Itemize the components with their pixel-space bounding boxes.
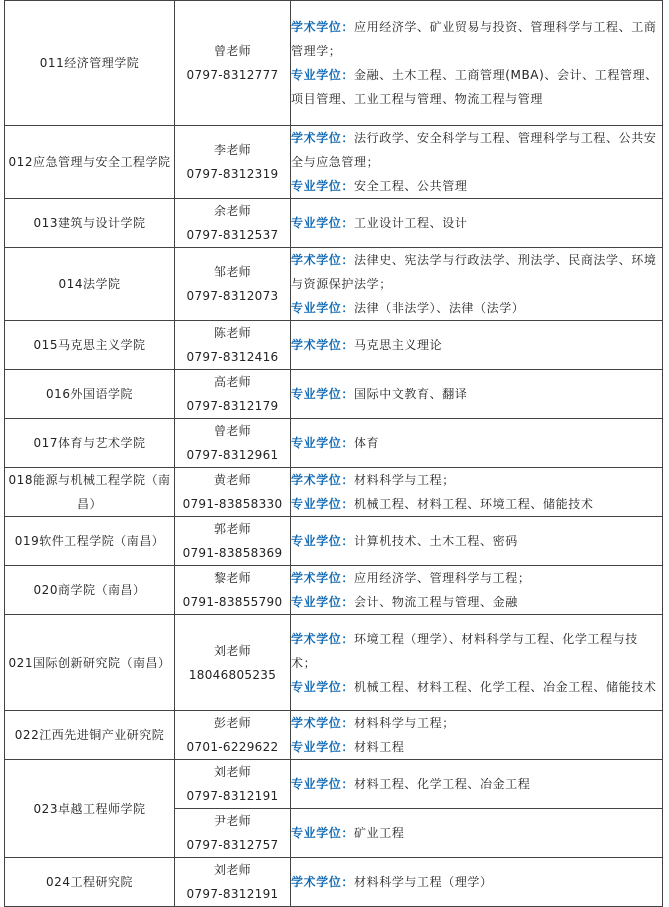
contact-name: 刘老师 (214, 863, 251, 877)
college-cell: 024工程研究院 (5, 858, 175, 907)
academic-degree-line (291, 333, 662, 357)
professional-degree-programs: 材料工程、化学工程、冶金工程 (354, 777, 531, 791)
professional-degree-programs: 工业设计工程、设计 (354, 216, 468, 230)
table-row (5, 566, 663, 615)
contact-phone: 0797-8312191 (186, 887, 279, 901)
professional-degree-label: 专业学位： (291, 179, 355, 193)
professional-degree-programs: 机械工程、材料工程、化学工程、冶金工程、储能技术 (354, 679, 657, 694)
academic-degree-label: 学术学位： (291, 20, 355, 34)
degrees-cell (291, 517, 663, 566)
professional-degree-programs: 机械工程、材料工程、环境工程、储能技术 (354, 497, 594, 511)
degrees-cell (291, 566, 663, 615)
academic-degree-label: 学术学位： (291, 253, 355, 267)
contact-name: 曾老师 (214, 44, 251, 58)
professional-degree-programs: 矿业工程 (354, 826, 405, 840)
table-row (5, 858, 663, 907)
professional-degree-programs: 会计、物流工程与管理、金融 (354, 595, 518, 609)
degrees-cell (291, 419, 663, 468)
professional-degree-label: 专业学位： (291, 68, 355, 82)
academic-degree-label: 学术学位： (291, 131, 355, 145)
professional-degree-label: 专业学位： (291, 534, 355, 548)
contact-cell (175, 615, 291, 711)
contact-phone: 0797-8312179 (186, 399, 279, 413)
professional-degree-label: 专业学位： (291, 436, 355, 450)
academic-degree-label: 学术学位： (291, 631, 355, 646)
degrees-cell (291, 126, 663, 199)
contact-name: 彭老师 (214, 716, 251, 730)
contact-name: 曾老师 (214, 424, 251, 438)
academic-degree-programs: 应用经济学、矿业贸易与投资、管理科学与工程、工商管理学； (291, 20, 657, 58)
college-cell: 014法学院 (5, 248, 175, 321)
professional-degree-line (291, 735, 662, 759)
contact-phone: 0797-8312777 (186, 68, 279, 82)
contact-name: 邹老师 (214, 265, 251, 279)
table-row (5, 517, 663, 566)
table-row (5, 468, 663, 517)
table-row (5, 248, 663, 321)
professional-degree-line (291, 382, 662, 406)
table-row (5, 711, 663, 760)
contact-name: 黄老师 (214, 473, 251, 487)
college-cell: 015马克思主义学院 (5, 321, 175, 370)
academic-degree-line (291, 468, 662, 492)
table-row (5, 370, 663, 419)
contact-cell (175, 126, 291, 199)
academic-degree-line (291, 711, 662, 735)
degrees-cell (291, 1, 663, 126)
college-cell: 011经济管理学院 (5, 1, 175, 126)
contact-phone: 0791-83855790 (182, 595, 283, 609)
professional-degree-label: 专业学位： (291, 777, 355, 791)
college-cell: 021国际创新研究院（南昌） (5, 615, 175, 711)
academic-degree-label: 学术学位： (291, 875, 355, 889)
college-cell: 016外国语学院 (5, 370, 175, 419)
academic-degree-programs: 材料科学与工程； (354, 716, 455, 730)
degrees-cell (291, 711, 663, 760)
professional-degree-label: 专业学位： (291, 595, 355, 609)
college-cell: 018能源与机械工程学院（南昌） (5, 468, 175, 517)
academic-degree-programs: 应用经济学、管理科学与工程； (354, 571, 531, 585)
professional-degree-programs: 金融、土木工程、工商管理(MBA)、会计、工程管理、项目管理、工业工程与管理、物流工程与管理 (291, 68, 658, 106)
degrees-cell (291, 858, 663, 907)
professional-degree-label: 专业学位： (291, 216, 355, 230)
contact-name: 高老师 (214, 375, 251, 389)
professional-degree-programs: 计算机技术、土木工程、密码 (354, 534, 518, 548)
academic-degree-label: 学术学位： (291, 338, 355, 352)
contact-phone: 0797-8312191 (186, 789, 279, 803)
professional-degree-line (291, 772, 662, 796)
professional-degree-label: 专业学位： (291, 497, 355, 511)
contact-cell (175, 1, 291, 126)
contact-name: 李老师 (214, 143, 251, 157)
table-row (5, 321, 663, 370)
degrees-cell (291, 370, 663, 419)
professional-degree-programs: 国际中文教育、翻译 (354, 387, 468, 401)
professional-degree-line (291, 174, 662, 198)
table-row (5, 419, 663, 468)
college-cell: 017体育与艺术学院 (5, 419, 175, 468)
contact-phone: 18046805235 (188, 667, 277, 682)
contact-phone: 0797-8312537 (186, 228, 279, 242)
table-row (5, 199, 663, 248)
table-body (5, 1, 663, 907)
academic-degree-line (291, 126, 662, 174)
contact-cell (175, 248, 291, 321)
contact-cell (175, 760, 291, 809)
academic-degree-programs: 法律史、宪法学与行政法学、刑法学、民商法学、环境与资源保护法学； (291, 253, 657, 291)
program-contact-table (4, 0, 663, 907)
academic-degree-programs: 马克思主义理论 (354, 338, 443, 352)
college-cell: 019软件工程学院（南昌） (5, 517, 175, 566)
contact-name: 余老师 (214, 204, 251, 218)
contact-cell (175, 321, 291, 370)
professional-degree-label: 专业学位： (291, 740, 355, 754)
college-cell: 020商学院（南昌） (5, 566, 175, 615)
contact-cell (175, 809, 291, 858)
degrees-cell (291, 468, 663, 517)
contact-cell (175, 566, 291, 615)
professional-degree-programs: 材料工程 (354, 740, 405, 754)
contact-phone: 0791-83858330 (182, 497, 283, 511)
contact-phone: 0701-6229622 (186, 740, 279, 754)
academic-degree-line (291, 15, 662, 63)
professional-degree-line (291, 675, 662, 699)
academic-degree-label: 学术学位： (291, 571, 355, 585)
contact-cell (175, 468, 291, 517)
contact-name: 刘老师 (214, 643, 251, 658)
college-cell: 013建筑与设计学院 (5, 199, 175, 248)
contact-cell (175, 711, 291, 760)
table-row (5, 1, 663, 126)
degrees-cell (291, 809, 663, 858)
college-cell: 022江西先进铜产业研究院 (5, 711, 175, 760)
professional-degree-line (291, 492, 662, 516)
contact-name: 刘老师 (214, 765, 251, 779)
table-row (5, 615, 663, 711)
contact-name: 黎老师 (214, 571, 251, 585)
professional-degree-label: 专业学位： (291, 387, 355, 401)
degrees-cell (291, 615, 663, 711)
contact-cell (175, 517, 291, 566)
contact-name: 陈老师 (214, 326, 251, 340)
professional-degree-line (291, 590, 662, 614)
professional-degree-programs: 安全工程、公共管理 (354, 179, 468, 193)
contact-cell (175, 858, 291, 907)
contact-cell (175, 199, 291, 248)
college-cell: 012应急管理与安全工程学院 (5, 126, 175, 199)
academic-degree-programs: 材料科学与工程； (354, 473, 455, 487)
academic-degree-line (291, 566, 662, 590)
degrees-cell (291, 199, 663, 248)
table-row (5, 126, 663, 199)
professional-degree-line (291, 821, 662, 845)
academic-degree-programs: 环境工程（理学）、材料科学与工程、化学工程与技术； (291, 631, 638, 670)
professional-degree-label: 专业学位： (291, 301, 355, 315)
contact-phone: 0797-8312757 (186, 838, 279, 852)
contact-cell (175, 370, 291, 419)
professional-degree-line (291, 529, 662, 553)
academic-degree-programs: 材料科学与工程（理学） (354, 875, 493, 889)
degrees-cell (291, 760, 663, 809)
professional-degree-label: 专业学位： (291, 679, 355, 694)
professional-degree-programs: 体育 (354, 436, 380, 450)
professional-degree-programs: 法律（非法学）、法律（法学） (354, 301, 525, 315)
academic-degree-line (291, 248, 662, 296)
professional-degree-line (291, 296, 662, 320)
contact-phone: 0797-8312319 (186, 167, 279, 181)
table-row (5, 760, 663, 809)
degrees-cell (291, 248, 663, 321)
contact-phone: 0797-8312416 (186, 350, 279, 364)
contact-phone: 0797-8312961 (186, 448, 279, 462)
contact-phone: 0791-83858369 (182, 546, 283, 560)
professional-degree-line (291, 431, 662, 455)
professional-degree-line (291, 211, 662, 235)
degrees-cell (291, 321, 663, 370)
academic-degree-label: 学术学位： (291, 716, 355, 730)
professional-degree-line (291, 63, 662, 111)
contact-phone: 0797-8312073 (186, 289, 279, 303)
professional-degree-label: 专业学位： (291, 826, 355, 840)
academic-degree-label: 学术学位： (291, 473, 355, 487)
academic-degree-programs: 法行政学、安全科学与工程、管理科学与工程、公共安全与应急管理； (291, 131, 657, 169)
academic-degree-line (291, 627, 662, 675)
college-cell: 023卓越工程师学院 (5, 760, 175, 858)
contact-cell (175, 419, 291, 468)
contact-name: 尹老师 (214, 814, 251, 828)
academic-degree-line (291, 870, 662, 894)
contact-name: 郭老师 (214, 522, 251, 536)
